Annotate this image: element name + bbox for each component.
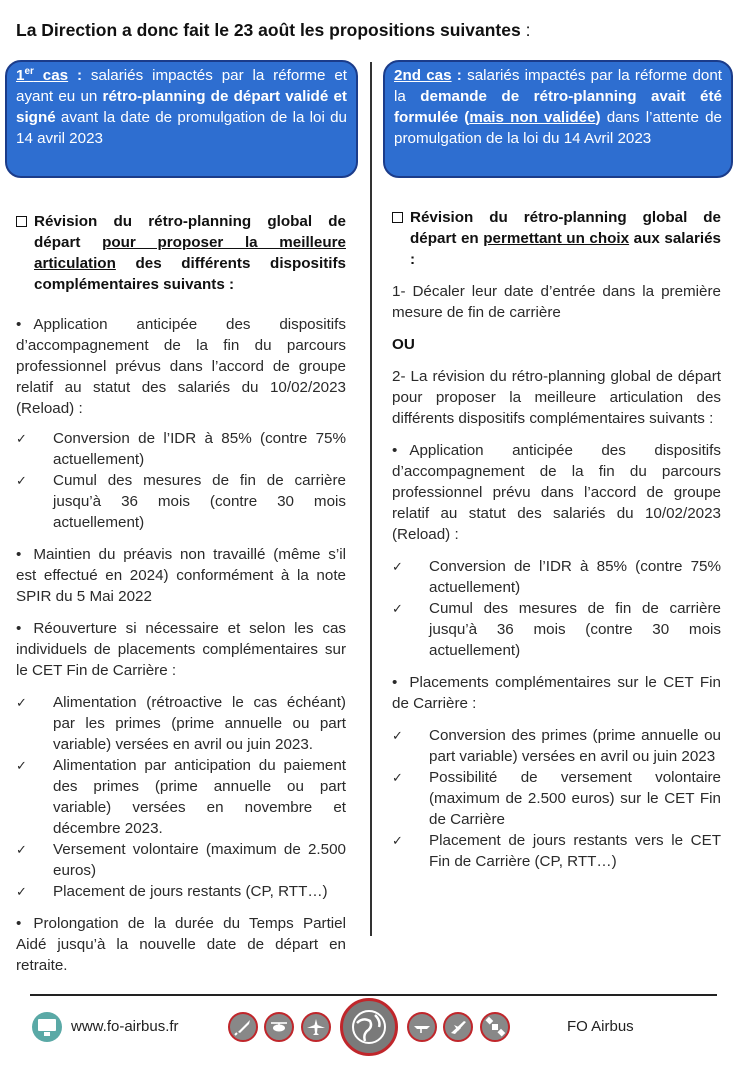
brand-label: FO Airbus: [567, 1018, 634, 1035]
right-bullet-2: • Placements complémentaires sur le CET Fin de Carrière :: [392, 672, 721, 714]
left-checklist-1: [16, 428, 346, 533]
rocket-icon: [228, 1012, 258, 1042]
checkmark-icon: ✓: [16, 695, 27, 710]
checkbox-square-icon: [16, 211, 34, 295]
checkmark-icon: ✓: [16, 758, 27, 773]
left-bullet-2: • Maintien du préavis non travaillé (même s’il est effectué en 2024) conformément à la note SPIR du 5 Mai 2022: [16, 544, 346, 607]
case2-box: 2nd cas : salariés impactés par la réforme dont la demande de rétro-planning avait été formulée (mais non validée) dans l’attente de promulgation de la loi du 14 Avril 2023: [383, 60, 733, 178]
checkbox-square-icon: [392, 207, 410, 270]
check-item: ✓ Placement de jours restants (CP, RTT…): [16, 883, 328, 900]
right-column: [392, 207, 721, 872]
left-bullet-4: • Prolongation de la durée du Temps Partiel Aidé jusqu’à la nouvelle date de départ en retraite.: [16, 913, 346, 976]
drone-icon: [407, 1012, 437, 1042]
globe-icon: [340, 998, 398, 1056]
left-bullet-1: • Application anticipée des dispositifs d’accompagnement de la fin du parcours professionnel prévus dans l’accord de groupe relatif au statut des salariés du 10/02/2023 (Reload) :: [16, 314, 346, 419]
right-option-2: 2- La révision du rétro-planning global de départ pour proposer la meilleure articulation des différents dispositifs complémentaires suivants :: [392, 368, 721, 427]
check-item: ✓ Conversion des primes (prime annuelle ou part variable) versées en avril ou juin 2023: [392, 727, 721, 765]
check-item: ✓ Conversion de l’IDR à 85% (contre 75% actuellement): [16, 430, 346, 468]
check-item: ✓ Cumul des mesures de fin de carrière jusqu’à 36 mois (contre 30 mois actuellement): [16, 472, 346, 531]
check-item: ✓ Possibilité de versement volontaire (maximum de 2.500 euros) sur le CET Fin de Carrière: [392, 769, 721, 828]
case2-label: 2nd cas: [394, 67, 452, 84]
footer-divider: [30, 994, 717, 996]
or-label: OU: [392, 336, 415, 353]
checkmark-icon: ✓: [16, 842, 27, 857]
check-item: ✓ Placement de jours restants vers le CET Fin de Carrière (CP, RTT…): [392, 832, 721, 870]
right-checklist-2: [392, 725, 721, 872]
right-checklist-1: [392, 556, 721, 661]
website-link[interactable]: www.fo-airbus.fr: [71, 1018, 179, 1035]
right-bullet-1: • Application anticipée des dispositifs d’accompagnement de la fin du parcours professionnel prévu dans l’accord de groupe relatif au statut des salariés du 10/02/2023 (Reload) :: [392, 440, 721, 545]
left-column: [16, 211, 346, 976]
checkmark-icon: ✓: [16, 884, 27, 899]
check-item: ✓ Cumul des mesures de fin de carrière jusqu’à 36 mois (contre 30 mois actuellement): [392, 600, 721, 659]
check-item: ✓ Alimentation (rétroactive le cas échéant) par les primes (prime annuelle ou part variable) versées en avril ou juin 2023.: [16, 694, 346, 753]
right-heading: Révision du rétro-planning global de départ en permettant un choix aux salariés :: [392, 207, 721, 270]
checkmark-icon: ✓: [392, 770, 403, 785]
check-item: ✓ Alimentation par anticipation du paiement des primes (prime annuelle ou part variable) versées en novembre et décembre 2023.: [16, 757, 346, 837]
helicopter-icon: [264, 1012, 294, 1042]
jet-icon: [443, 1012, 473, 1042]
page-title: La Direction a donc fait le 23 août les propositions suivantes :: [16, 20, 531, 40]
airplane-icon: [301, 1012, 331, 1042]
left-bullet-3: • Réouverture si nécessaire et selon les cas individuels de placements complémentaires sur le CET Fin de Carrière :: [16, 618, 346, 681]
checkmark-icon: ✓: [16, 473, 27, 488]
checkmark-icon: ✓: [392, 833, 403, 848]
checkmark-icon: ✓: [392, 601, 403, 616]
right-option-1: 1- Décaler leur date d’entrée dans la première mesure de fin de carrière: [392, 283, 721, 321]
checkmark-icon: ✓: [16, 431, 27, 446]
left-checklist-2: [16, 692, 346, 902]
checkmark-icon: ✓: [392, 728, 403, 743]
monitor-icon: [32, 1012, 62, 1042]
left-heading: Révision du rétro-planning global de départ pour proposer la meilleure articulation des différents dispositifs complémentaires suivants :: [16, 211, 346, 295]
case1-box: 1er cas : salariés impactés par la réforme et ayant eu un rétro-planning de départ validé et signé avant la date de promulgation de la loi du 14 avril 2023: [5, 60, 358, 178]
column-divider: [370, 62, 372, 936]
check-item: ✓ Conversion de l’IDR à 85% (contre 75% actuellement): [392, 558, 721, 596]
check-item: ✓ Versement volontaire (maximum de 2.500 euros): [16, 841, 346, 879]
case1-label: 1er cas: [16, 65, 69, 84]
checkmark-icon: ✓: [392, 559, 403, 574]
satellite-icon: [480, 1012, 510, 1042]
